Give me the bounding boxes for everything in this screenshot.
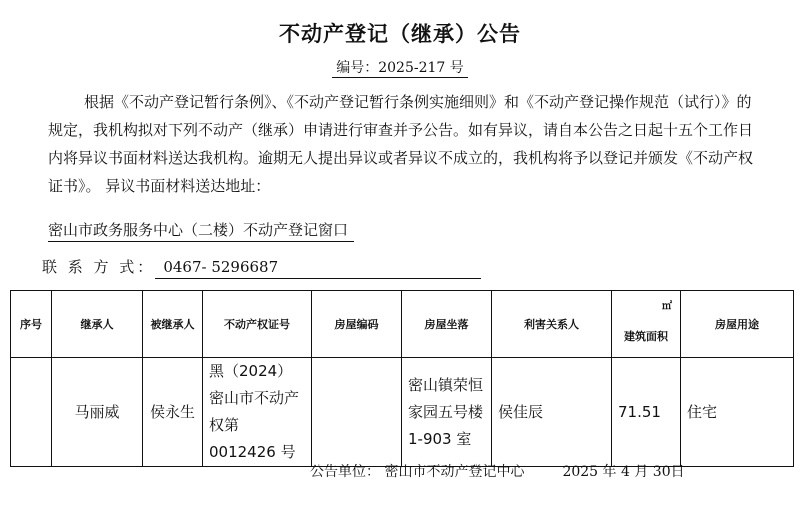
cell-area: 71.51 bbox=[612, 358, 681, 467]
cell-cert-no: 黑（2024）密山市不动产权第 0012426 号 bbox=[203, 358, 312, 467]
cell-interested-party: 侯佳辰 bbox=[492, 358, 612, 467]
table-header-row bbox=[11, 291, 794, 358]
cell-heir: 马丽威 bbox=[52, 358, 143, 467]
header-area-unit: ㎡ bbox=[662, 301, 672, 312]
property-table bbox=[10, 290, 794, 467]
cell-use: 住宅 bbox=[681, 358, 794, 467]
contact-line bbox=[42, 256, 481, 279]
contact-phone: 0467- 5296687 bbox=[155, 256, 481, 279]
header-use: 房屋用途 bbox=[681, 291, 794, 358]
header-heir: 继承人 bbox=[52, 291, 143, 358]
cell-seq bbox=[11, 358, 52, 467]
cell-house-code bbox=[312, 358, 402, 467]
header-seq: 序号 bbox=[11, 291, 52, 358]
header-area bbox=[612, 291, 681, 358]
header-location: 房屋坐落 bbox=[402, 291, 492, 358]
notice-body bbox=[48, 88, 758, 200]
header-house-code: 房屋编码 bbox=[312, 291, 402, 358]
notice-body-text: 根据《不动产登记暂行条例》、《不动产登记暂行条例实施细则》和《不动产登记操作规范（试行）》的规定，我机构拟对下列不动产（继承）申请进行审查并予公告。如有异议，请自本公告之日起十五个工作日内将异议书面材料送达我机构。逾期无人提出异议或者异议不成立的，我机构将予以登记并颁发《不动产权证书》。 异议书面材料送达地址： bbox=[48, 93, 754, 195]
header-area-label: 建筑面积 bbox=[624, 330, 668, 343]
footer-date: 2025 年 4 月 30日 bbox=[562, 464, 685, 480]
header-cert-no: 不动产权证号 bbox=[203, 291, 312, 358]
notice-title: 不动产登记（继承）公告 bbox=[279, 22, 521, 46]
notice-footer bbox=[310, 461, 685, 481]
objection-address: 密山市政务服务中心（二楼）不动产登记窗口 bbox=[48, 219, 354, 242]
header-decedent: 被继承人 bbox=[143, 291, 203, 358]
contact-label: 联 系 方 式： bbox=[42, 258, 156, 276]
table-row bbox=[11, 358, 794, 467]
footer-issuer: 公告单位： 密山市不动产登记中心 bbox=[310, 464, 525, 480]
cell-location: 密山镇荣恒家园五号楼 1-903 室 bbox=[402, 358, 492, 467]
cell-decedent: 侯永生 bbox=[143, 358, 203, 467]
header-interested-party: 利害关系人 bbox=[492, 291, 612, 358]
notice-number-text: 编号：2025-217 号 bbox=[332, 60, 468, 78]
notice-number bbox=[0, 57, 800, 77]
